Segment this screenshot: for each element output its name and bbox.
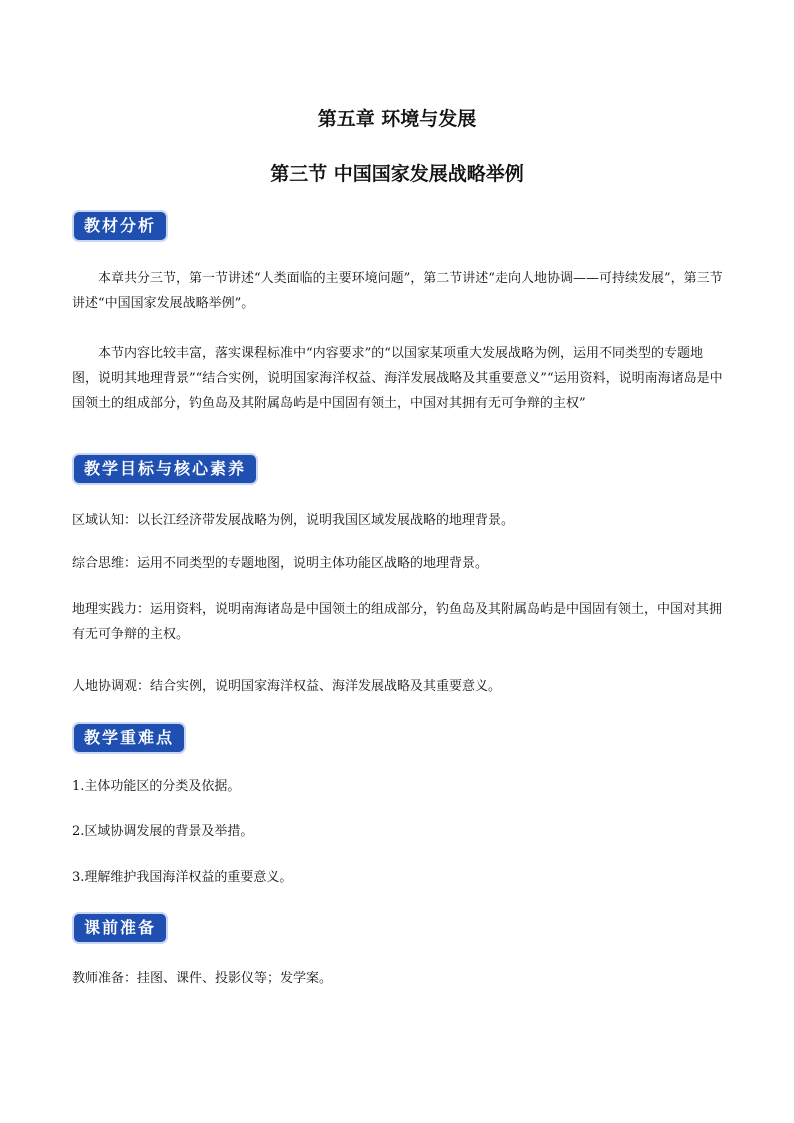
objective-integrated-thinking: 综合思维：运用不同类型的专题地图，说明主体功能区战略的地理背景。 — [72, 556, 489, 571]
textbook-analysis-paragraph-2 — [72, 341, 728, 416]
objectives-heading: 教学目标与核心素养 — [74, 455, 256, 483]
preparation-teacher: 教师准备：挂图、课件、投影仪等；发学案。 — [72, 971, 333, 986]
paragraph-text: 地理实践力：运用资料，说明南海诸岛是中国领土的组成部分，钓鱼岛及其附属岛屿是中国固有领土，中国对其拥有无可争辩的主权。 — [72, 602, 723, 642]
objective-geographic-practice — [72, 597, 728, 647]
section-title: 第三节 中国国家发展战略举例 — [270, 163, 524, 185]
key-point-1: 1.主体功能区的分类及依据。 — [72, 779, 241, 794]
preparation-heading: 课前准备 — [74, 914, 166, 942]
textbook-analysis-paragraph-1 — [72, 266, 728, 316]
paragraph-text: 本节内容比较丰富，落实课程标准中“内容要求”的“以国家某项重大发展战略为例，运用不同类型的专题地图，说明其地理背景”“结合实例，说明国家海洋权益、海洋发展战略及其重要意义”“运用资料，说明南海诸岛是中国领土的组成部分，钓鱼岛及其附属岛屿是中国固有领土，中国对其拥有无可争辩的主权” — [72, 346, 723, 411]
paragraph-text: 本章共分三节，第一节讲述“人类面临的主要环境问题”，第二节讲述“走向人地协调——可持续发展”，第三节讲述“中国国家发展战略举例”。 — [72, 271, 723, 311]
objective-regional-cognition: 区域认知：以长江经济带发展战略为例，说明我国区域发展战略的地理背景。 — [72, 513, 515, 528]
key-point-2: 2.区域协调发展的背景及举措。 — [72, 824, 254, 839]
chapter-title: 第五章 环境与发展 — [317, 108, 477, 130]
key-points-heading: 教学重难点 — [74, 724, 184, 752]
textbook-analysis-heading: 教材分析 — [74, 212, 166, 240]
key-point-3: 3.理解维护我国海洋权益的重要意义。 — [72, 870, 293, 885]
objective-human-earth-harmony: 人地协调观：结合实例，说明国家海洋权益、海洋发展战略及其重要意义。 — [72, 679, 502, 694]
